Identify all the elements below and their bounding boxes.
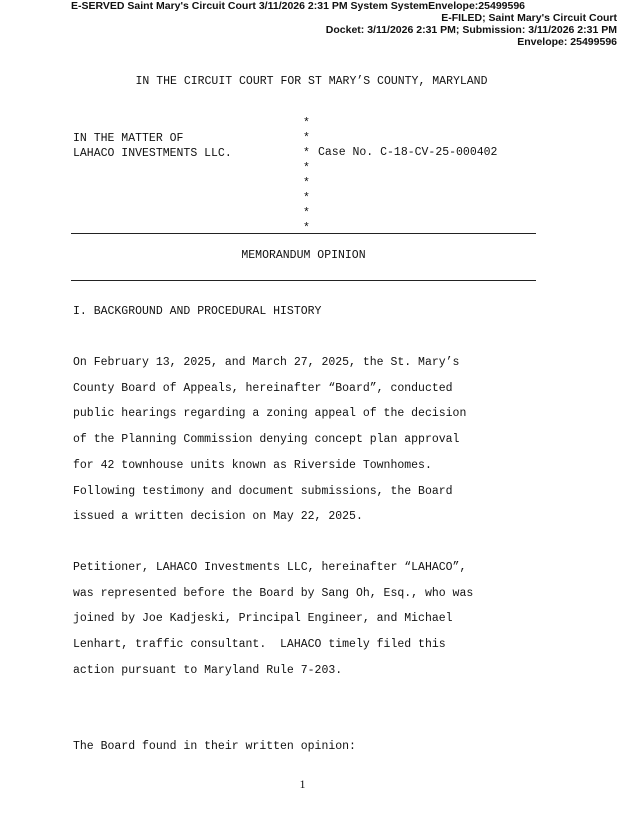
paragraph-background: On February 13, 2025, and March 27, 2025, the St. Mary’s County Board of Appeals, hereinafter “Board”, conducted public hearings regarding a zoning appeal of the decision of the Planning Commission denying concept plan approval for 42 townhouse units known as Riverside Townhomes. Following testimony and document submissions, the Board issued a written decision on May 22, 2025. xyxy=(73,356,467,524)
docket-line: Docket: 3/11/2026 2:31 PM; Submission: 3/11/2026 2:31 PM xyxy=(325,24,617,36)
e-served-stamp: E-SERVED Saint Mary's Circuit Court 3/11/2026 2:31 PM System SystemEnvelope:25499596 xyxy=(71,0,526,12)
matter-line-1: IN THE MATTER OF xyxy=(73,132,184,145)
caption-divider-top xyxy=(71,233,536,234)
matter-caption xyxy=(73,131,232,161)
e-filed-stamp xyxy=(326,12,617,48)
caption-star-column: * * * * * * * * xyxy=(303,117,310,235)
envelope-line: Envelope: 25499596 xyxy=(517,36,617,48)
case-number: Case No. C-18-CV-25-000402 xyxy=(318,146,498,159)
page-number: 1 xyxy=(299,777,306,791)
e-filed-line: E-FILED; Saint Mary's Circuit Court xyxy=(441,12,617,24)
court-heading: IN THE CIRCUIT COURT FOR ST MARY’S COUNTY, MARYLAND xyxy=(135,75,488,88)
document-title: MEMORANDUM OPINION xyxy=(241,249,366,262)
paragraph-petitioner: Petitioner, LAHACO Investments LLC, hereinafter “LAHACO”, was represented before the Board by Sang Oh, Esq., who was joined by Joe Kadjeski, Principal Engineer, and Michael Lenhart, traffic consultant. LAHACO timely filed this action pursuant to Maryland Rule 7-203. xyxy=(73,561,474,677)
caption-divider-bottom xyxy=(71,280,536,281)
matter-line-2: LAHACO INVESTMENTS LLC. xyxy=(73,147,232,160)
section-heading: I. BACKGROUND AND PROCEDURAL HISTORY xyxy=(73,305,322,318)
lead-in-text: The Board found in their written opinion: xyxy=(73,740,356,753)
